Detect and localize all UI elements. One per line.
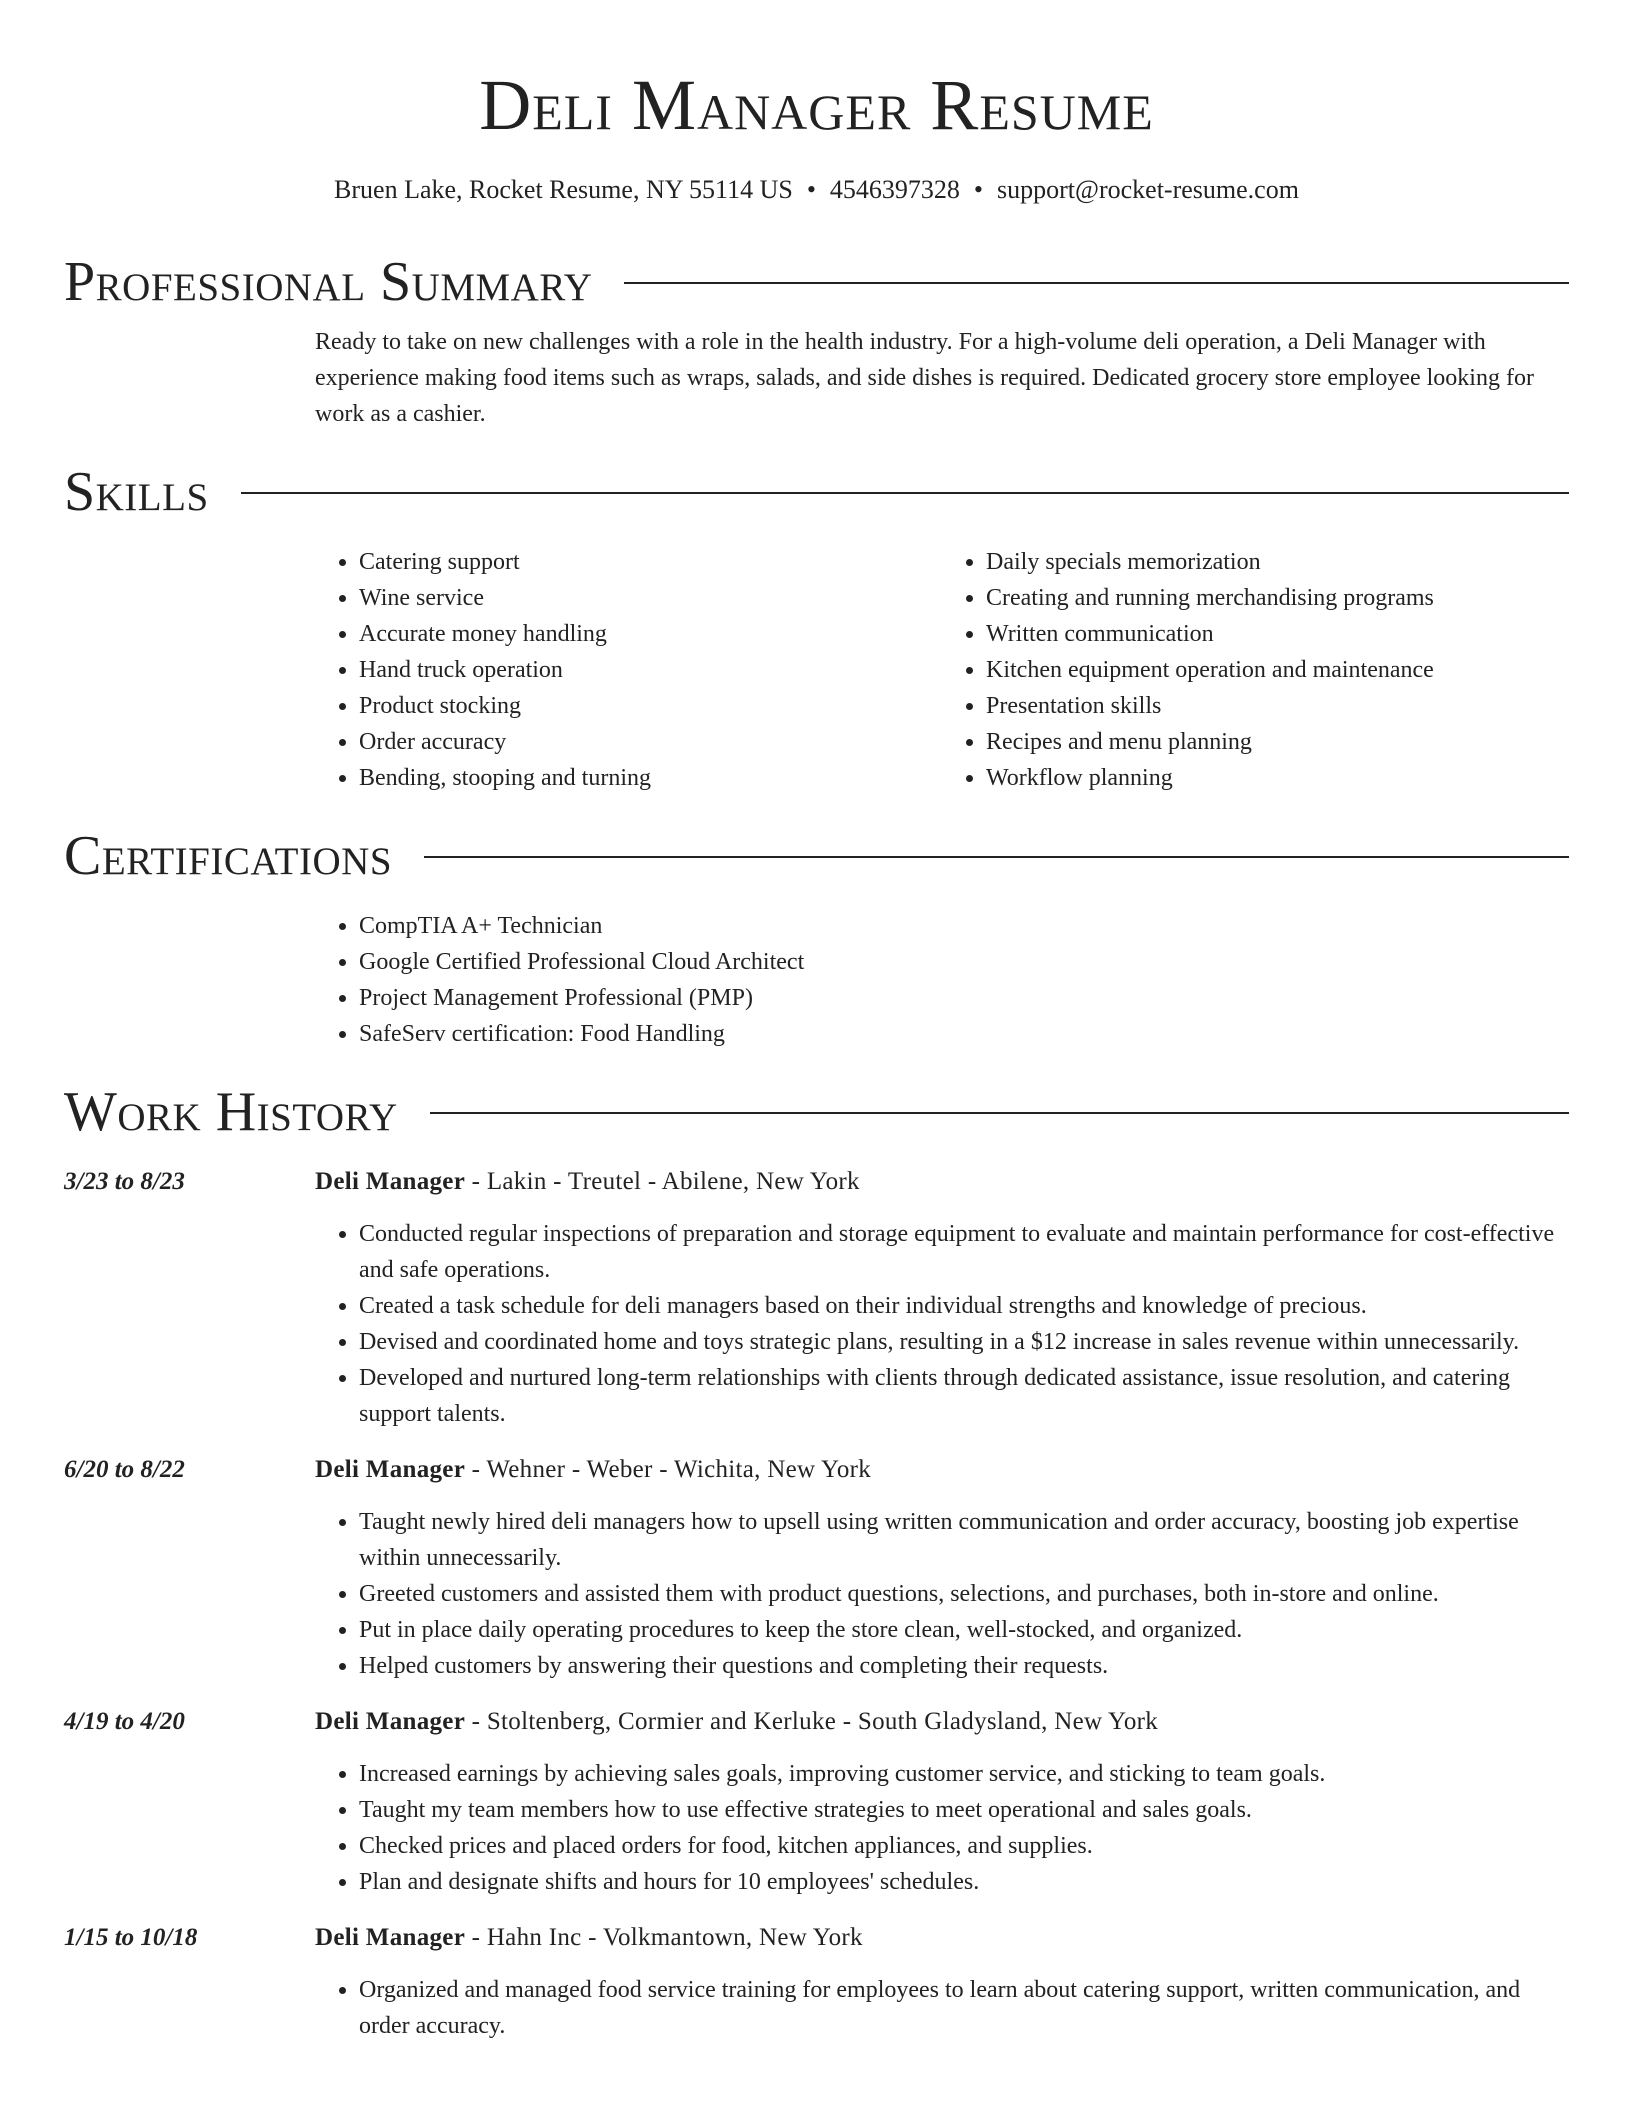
- skill-item: • Creating and running merchandising programs: [986, 580, 1569, 616]
- job-bullet: • Created a task schedule for deli managers based on their individual strengths and knowledge of precious.: [359, 1288, 1569, 1324]
- job-bullet: • Taught newly hired deli managers how to upsell using written communication and order accuracy, boosting job expertise within unnecessarily.: [359, 1504, 1569, 1576]
- section-divider: [430, 1112, 1569, 1114]
- job-bullet: • Checked prices and placed orders for food, kitchen appliances, and supplies.: [359, 1828, 1569, 1864]
- skills-column-right: [942, 544, 1569, 796]
- skill-item: • Workflow planning: [986, 760, 1569, 796]
- job-title: Deli Manager: [315, 1708, 466, 1735]
- contact-phone: 4546397328: [829, 175, 960, 204]
- skills-list: [315, 544, 1569, 796]
- summary-text: Ready to take on new challenges with a role in the health industry. For a high-volume deli operation, a Deli Manager with experience making food items such as wraps, salads, and side dishes is required. Dedicated grocery store employee looking for work as a cashier.: [315, 329, 1534, 427]
- skill-item: • Hand truck operation: [359, 652, 942, 688]
- section-divider: [624, 282, 1569, 284]
- contact-email: support@rocket-resume.com: [997, 175, 1299, 204]
- job-heading: [315, 1452, 1569, 1488]
- section-divider: [424, 856, 1569, 858]
- job-bullet: • Increased earnings by achieving sales goals, improving customer service, and sticking to team goals.: [359, 1756, 1569, 1792]
- job-title: Deli Manager: [315, 1456, 466, 1483]
- job-dates: 1/15 to 10/18: [64, 1924, 198, 1951]
- skill-item: • Product stocking: [359, 688, 942, 724]
- job-bullet: • Helped customers by answering their questions and completing their requests.: [359, 1648, 1569, 1684]
- job-bullet: • Greeted customers and assisted them with product questions, selections, and purchases, both in-store and online.: [359, 1576, 1569, 1612]
- certification-item: • CompTIA A+ Technician: [359, 908, 1569, 944]
- summary-heading: Professional Summary: [64, 251, 593, 313]
- job-bullet: • Taught my team members how to use effective strategies to meet operational and sales goals.: [359, 1792, 1569, 1828]
- job-employer-location: - Hahn Inc - Volkmantown, New York: [465, 1924, 863, 1951]
- section-divider: [241, 492, 1569, 494]
- work-history-list: [64, 1164, 1569, 2044]
- resume-page: [64, 0, 1569, 2044]
- contact-separator: •: [973, 175, 984, 204]
- job-entry: [64, 1452, 1569, 1684]
- contact-line: [64, 172, 1569, 208]
- skill-item: • Order accuracy: [359, 724, 942, 760]
- job-entry: [64, 1164, 1569, 1432]
- work-history-heading: Work History: [64, 1081, 398, 1143]
- job-heading: [315, 1164, 1569, 1200]
- job-bullet: • Conducted regular inspections of preparation and storage equipment to evaluate and maintain performance for cost-effective and safe operations.: [359, 1216, 1569, 1288]
- skill-item: • Daily specials memorization: [986, 544, 1569, 580]
- job-bullets: [315, 1972, 1569, 2044]
- job-bullet: • Devised and coordinated home and toys strategic plans, resulting in a $12 increase in sales revenue within unnecessarily.: [359, 1324, 1569, 1360]
- skills-section-header: [64, 460, 1569, 524]
- job-bullet: • Organized and managed food service training for employees to learn about catering support, written communication, and order accuracy.: [359, 1972, 1569, 2044]
- job-title: Deli Manager: [315, 1168, 466, 1195]
- skill-item: • Bending, stooping and turning: [359, 760, 942, 796]
- job-bullets: [315, 1504, 1569, 1684]
- skill-item: • Recipes and menu planning: [986, 724, 1569, 760]
- contact-address: Bruen Lake, Rocket Resume, NY 55114 US: [334, 175, 793, 204]
- job-bullets: [315, 1216, 1569, 1432]
- skill-item: • Written communication: [986, 616, 1569, 652]
- skill-item: • Kitchen equipment operation and maintenance: [986, 652, 1569, 688]
- job-heading: [315, 1704, 1569, 1740]
- job-entry: [64, 1920, 1569, 2044]
- skills-heading: Skills: [64, 461, 209, 523]
- certifications-heading: Certifications: [64, 825, 393, 887]
- certification-item: • Project Management Professional (PMP): [359, 980, 1569, 1016]
- job-heading: [315, 1920, 1569, 1956]
- skill-item: • Accurate money handling: [359, 616, 942, 652]
- work-history-section-header: [64, 1080, 1569, 1144]
- job-dates: 4/19 to 4/20: [64, 1708, 185, 1735]
- job-employer-location: - Lakin - Treutel - Abilene, New York: [465, 1168, 860, 1195]
- job-employer-location: - Wehner - Weber - Wichita, New York: [465, 1456, 872, 1483]
- job-bullet: • Developed and nurtured long-term relationships with clients through dedicated assistance, issue resolution, and catering support talents.: [359, 1360, 1569, 1432]
- certification-item: • Google Certified Professional Cloud Architect: [359, 944, 1569, 980]
- skill-item: • Catering support: [359, 544, 942, 580]
- certifications-section-header: [64, 824, 1569, 888]
- skills-column-left: [315, 544, 942, 796]
- skill-item: • Wine service: [359, 580, 942, 616]
- contact-separator: •: [806, 175, 816, 204]
- job-dates: 3/23 to 8/23: [64, 1168, 185, 1195]
- certifications-list: [315, 908, 1569, 1052]
- job-bullet: • Put in place daily operating procedures to keep the store clean, well-stocked, and organized.: [359, 1612, 1569, 1648]
- summary-section-header: [64, 250, 1569, 314]
- certification-item: • SafeServ certification: Food Handling: [359, 1016, 1569, 1052]
- job-bullets: [315, 1756, 1569, 1900]
- job-title: Deli Manager: [315, 1924, 466, 1951]
- resume-title: Deli Manager Resume: [479, 65, 1154, 145]
- job-entry: [64, 1704, 1569, 1900]
- job-bullet: • Plan and designate shifts and hours for 10 employees' schedules.: [359, 1864, 1569, 1900]
- job-dates: 6/20 to 8/22: [64, 1456, 185, 1483]
- skill-item: • Presentation skills: [986, 688, 1569, 724]
- job-employer-location: - Stoltenberg, Cormier and Kerluke - South Gladysland, New York: [465, 1708, 1159, 1735]
